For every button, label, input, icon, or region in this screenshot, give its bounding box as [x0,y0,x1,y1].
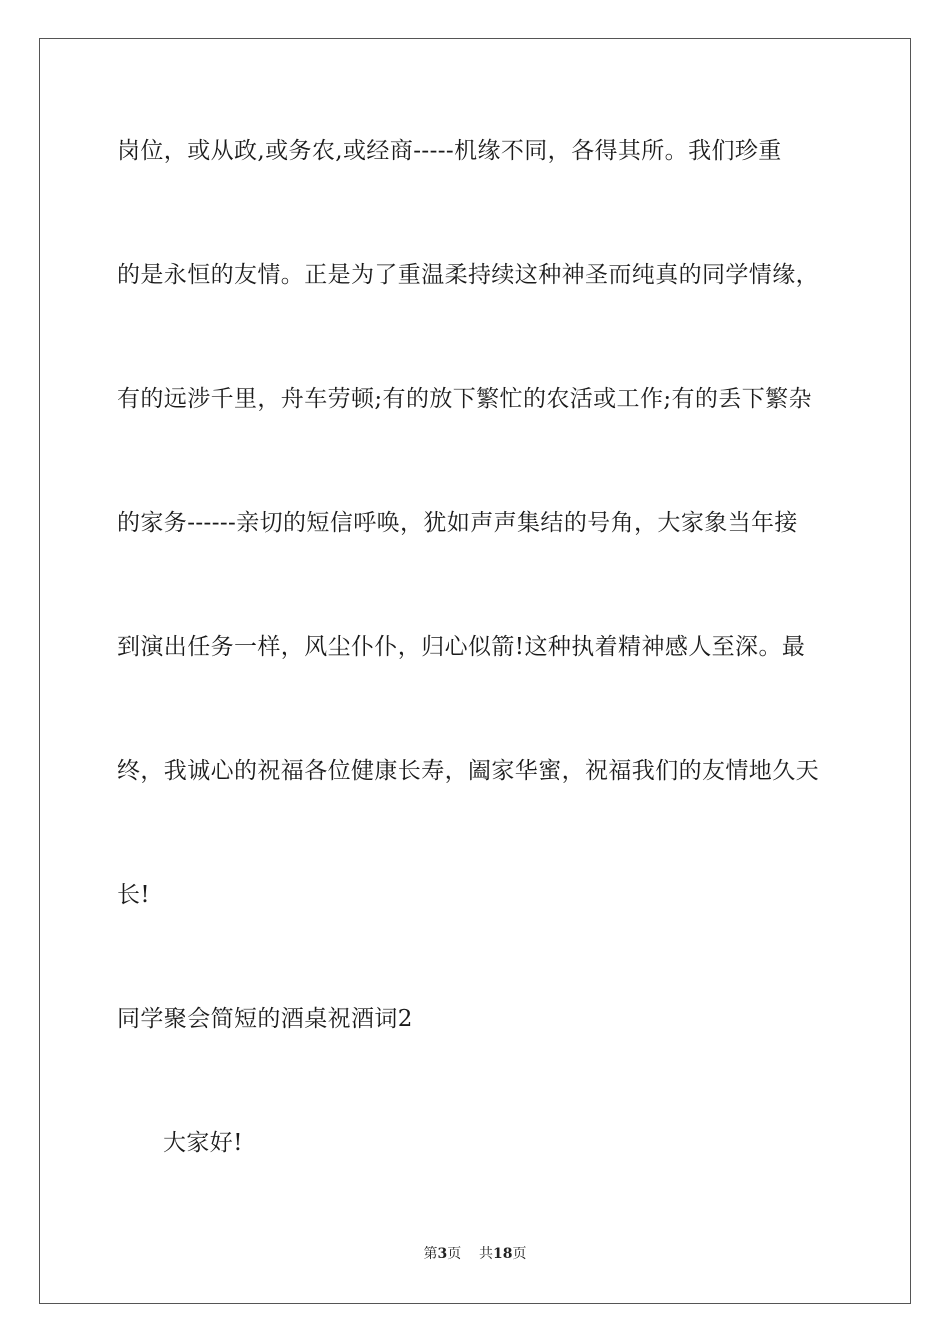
footer-page-suffix: 页 [447,1246,462,1262]
greeting-line: 大家好! [163,1130,243,1156]
footer-page-prefix: 第 [423,1246,438,1262]
body-line-4: 的家务------亲切的短信呼唤，犹如声声集结的号角，大家象当年接 [117,510,798,536]
body-line-7: 长! [117,882,151,908]
footer-total-pages: 18 [493,1246,513,1262]
footer-page-number: 3 [437,1246,448,1262]
body-line-5: 到演出任务一样，风尘仆仆，归心似箭!这种执着精神感人至深。最 [117,634,806,660]
body-line-1: 岗位，或从政,或务农,或经商-----机缘不同，各得其所。我们珍重 [117,138,782,164]
body-line-3: 有的远涉千里，舟车劳顿;有的放下繁忙的农活或工作;有的丢下繁杂 [117,386,812,412]
page-footer [0,1244,950,1264]
body-line-6: 终，我诚心的祝福各位健康长寿，阖家华蜜，祝福我们的友情地久天 [117,758,819,784]
footer-total-suffix: 页 [512,1246,527,1262]
body-line-2: 的是永恒的友情。正是为了重温柔持续这种神圣而纯真的同学情缘， [117,262,819,288]
page-frame [39,38,911,1304]
section-heading: 同学聚会简短的酒桌祝酒词2 [117,1006,413,1032]
footer-total-prefix: 共 [479,1246,494,1262]
